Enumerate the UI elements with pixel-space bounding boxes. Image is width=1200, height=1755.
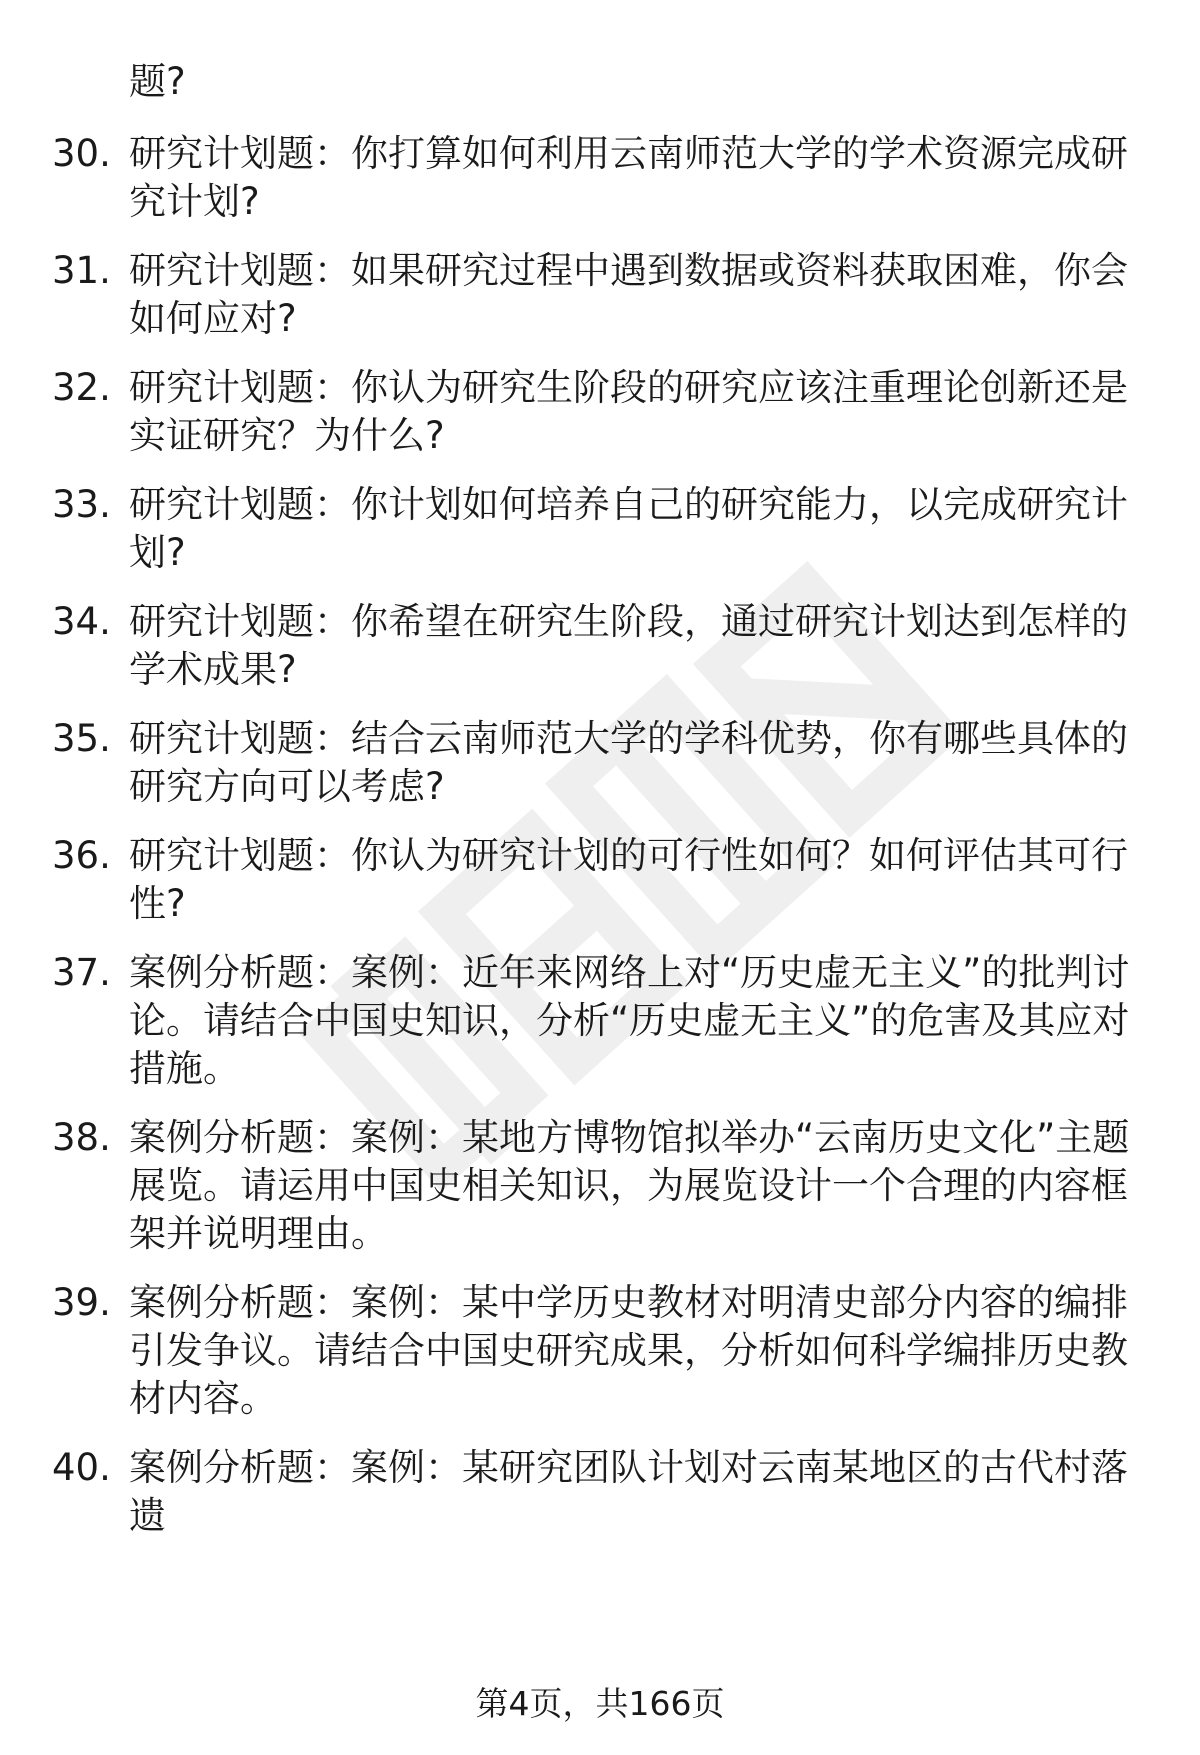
question-number: 30.: [52, 132, 111, 175]
question-text: 研究计划题：你认为研究生阶段的研究应该注重理论创新还是实证研究？为什么?: [129, 366, 1128, 457]
question-text: 研究计划题：如果研究过程中遇到数据或资料获取困难，你会如何应对?: [129, 249, 1128, 340]
question-number: 38.: [52, 1116, 111, 1159]
question-number: 32.: [52, 366, 111, 409]
question-number: 33.: [52, 483, 111, 526]
question-text: 题?: [129, 60, 186, 103]
page-footer: 第4页，共166页: [475, 1684, 725, 1723]
question-text: 案例分析题：案例：某研究团队计划对云南某地区的古代村落遗: [129, 1446, 1128, 1537]
question-number: 35.: [52, 717, 111, 760]
question-number: 39.: [52, 1281, 111, 1324]
question-text: 研究计划题：你计划如何培养自己的研究能力，以完成研究计划?: [129, 483, 1128, 574]
question-number: 36.: [52, 834, 111, 877]
question-text: 研究计划题：结合云南师范大学的学科优势，你有哪些具体的研究方向可以考虑?: [129, 717, 1128, 808]
question-text: 案例分析题：案例：近年来网络上对“历史虚无主义”的批判讨论。请结合中国史知识，分析“历史虚无主义”的危害及其应对措施。: [129, 951, 1130, 1090]
question-number: 40.: [52, 1446, 111, 1489]
question-text: 研究计划题：你希望在研究生阶段，通过研究计划达到怎样的学术成果?: [129, 600, 1128, 691]
question-text: 研究计划题：你认为研究计划的可行性如何？如何评估其可行性?: [129, 834, 1128, 925]
question-text: 研究计划题：你打算如何利用云南师范大学的学术资源完成研究计划?: [129, 132, 1128, 223]
question-number: 37.: [52, 951, 111, 994]
question-number: 34.: [52, 600, 111, 643]
question-text: 案例分析题：案例：某中学历史教材对明清史部分内容的编排引发争议。请结合中国史研究成果，分析如何科学编排历史教材内容。: [129, 1281, 1128, 1420]
question-text: 案例分析题：案例：某地方博物馆拟举办“云南历史文化”主题展览。请运用中国史相关知识，为展览设计一个合理的内容框架并说明理由。: [129, 1116, 1130, 1255]
question-number: 31.: [52, 249, 111, 292]
